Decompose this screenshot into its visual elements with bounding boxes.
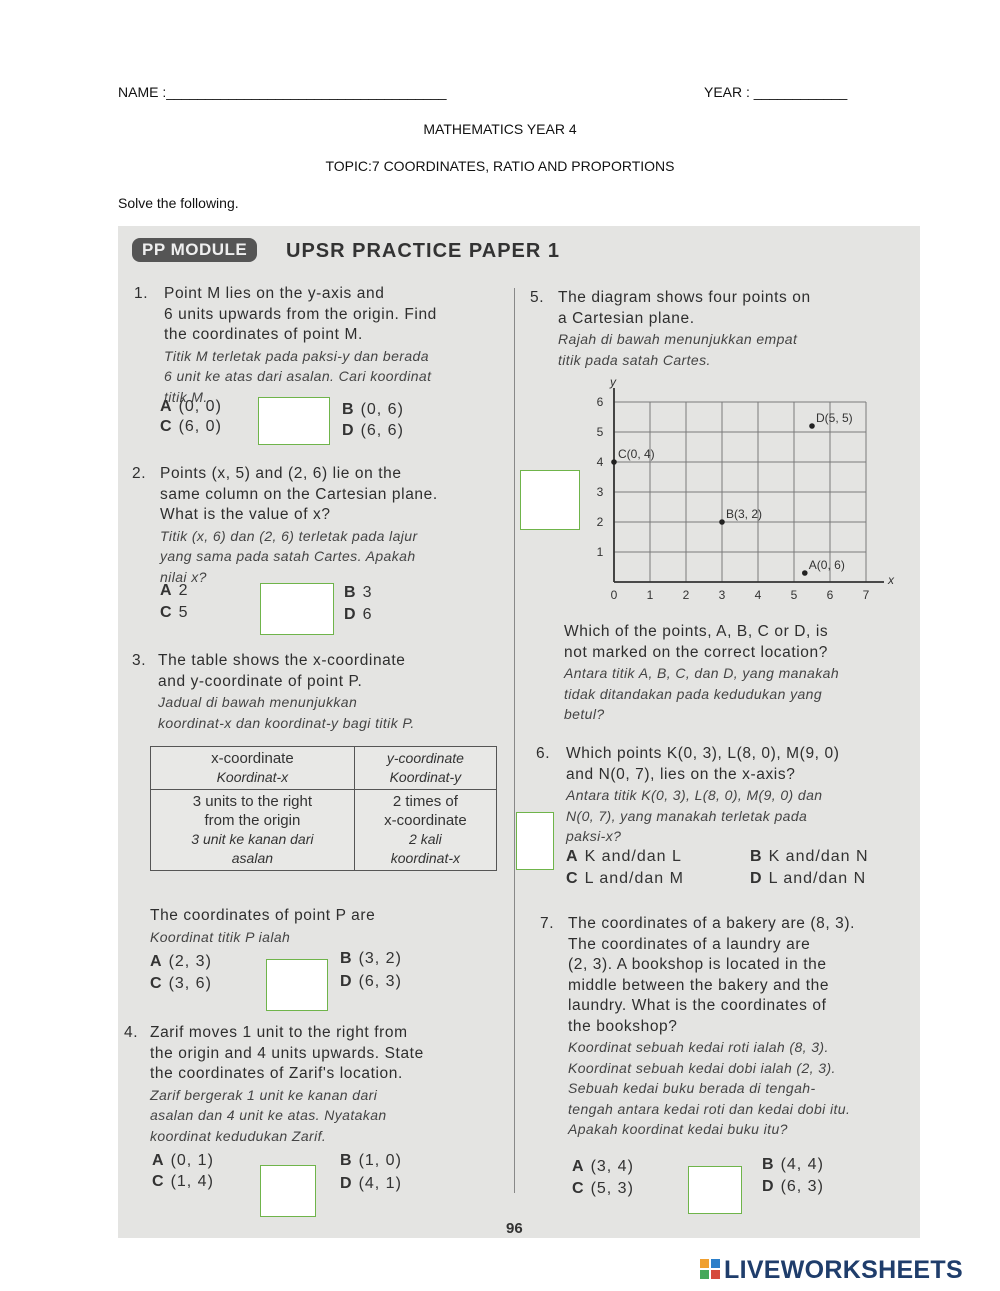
q1-text: Point M lies on the y-axis and 6 units upwards from the origin. Find the coordinates of point M. Titik M terletak pada paksi-y dan berada 6 unit ke atas dari asalan. Cari koordinat titik M. (164, 285, 437, 405)
q4-text: Zarif moves 1 unit to the right from the origin and 4 units upwards. State the coordinates of Zarif's location. Zarif bergerak 1 unit ke kanan dari asalan dan 4 unit ke atas. Nyatakan koordinat kedudukan Zarif. (150, 1024, 424, 1144)
x-tick-label-2: 2 (682, 588, 690, 602)
q3-option-c: C (3, 6) (150, 975, 212, 992)
chart-points (611, 411, 852, 576)
q3-cell-x: 3 units to the right from the origin 3 unit ke kanan dari asalan (151, 790, 355, 871)
q3-option-b: B (3, 2) (340, 950, 402, 967)
name-field-label: NAME :____________________________________ (118, 84, 447, 100)
y-tick-label-6: 6 (596, 395, 604, 409)
q6-number: 6. (536, 745, 551, 762)
cartesian-plane-chart (580, 374, 894, 604)
q3-number: 3. (132, 652, 147, 669)
page-number: 96 (506, 1220, 523, 1237)
liveworksheets-logo (700, 1257, 963, 1283)
q1-option-a: A (0, 0) (160, 398, 222, 415)
q1-number: 1. (134, 285, 149, 302)
worksheet-title: MATHEMATICS YEAR 4 (423, 121, 577, 137)
q6-option-b: B K and/dan N (750, 848, 869, 865)
q3-after-text: The coordinates of point P are Koordinat titik P ialah (150, 907, 376, 945)
liveworksheets-brand: LIVEWORKSHEETS (724, 1255, 963, 1284)
q1-option-c: C (6, 0) (160, 418, 222, 435)
paper-title: UPSR PRACTICE PAPER 1 (286, 240, 561, 262)
q2-answer-box[interactable] (260, 583, 334, 635)
q7-number: 7. (540, 915, 555, 932)
x-tick-label-5: 5 (790, 588, 798, 602)
y-tick-label-1: 1 (596, 545, 604, 559)
y-tick-label-3: 3 (596, 485, 604, 499)
q4-option-d: D (4, 1) (340, 1175, 402, 1192)
point-d-marker (809, 423, 815, 429)
y-tick-label-2: 2 (596, 515, 604, 529)
instruction-text: Solve the following. (118, 195, 239, 211)
scanned-page (118, 226, 920, 1238)
q2-option-b: B 3 (344, 584, 373, 601)
q3-answer-box[interactable] (266, 959, 328, 1011)
q3-option-d: D (6, 3) (340, 973, 402, 990)
q7-answer-box[interactable] (688, 1166, 742, 1214)
chart-grid (614, 402, 866, 582)
q6-option-a: A K and/dan L (566, 848, 682, 865)
x-tick-label-6: 6 (826, 588, 834, 602)
q3-header-x: x-coordinate Koordinat-x (151, 747, 355, 790)
x-tick-label-7: 7 (862, 588, 870, 602)
q2-number: 2. (132, 465, 147, 482)
q1-answer-box[interactable] (258, 397, 330, 445)
q5-text: The diagram shows four points on a Cartesian plane. Rajah di bawah menunjukkan empat titik pada satah Cartes. (558, 289, 811, 368)
q5-number: 5. (530, 289, 545, 306)
q4-number: 4. (124, 1024, 139, 1041)
q7-option-b: B (4, 4) (762, 1156, 824, 1173)
q7-option-a: A (3, 4) (572, 1158, 634, 1175)
x-tick-label-0: 0 (610, 588, 618, 602)
q1-option-b: B (0, 6) (342, 401, 404, 418)
y-tick-label-5: 5 (596, 425, 604, 439)
x-axis-label: x (888, 573, 894, 587)
point-d-label: D(5, 5) (816, 411, 853, 425)
point-c-marker (611, 459, 617, 465)
y-tick-label-4: 4 (596, 455, 604, 469)
q6-text: Which points K(0, 3), L(8, 0), M(9, 0) and N(0, 7), lies on the x-axis? Antara titik K(0, 3), L(8, 0), M(9, 0) dan N(0, 7), yang manakah terletak pada paksi-x? (566, 745, 840, 844)
q2-option-d: D 6 (344, 606, 373, 623)
year-field-label: YEAR : ____________ (704, 84, 848, 100)
pp-module-badge: PP MODULE (132, 238, 257, 262)
y-axis-label: y (610, 375, 616, 389)
q5-answer-box[interactable] (520, 470, 580, 530)
chart-axes (609, 375, 895, 587)
q4-option-c: C (1, 4) (152, 1173, 214, 1190)
x-tick-label-1: 1 (646, 588, 654, 602)
q6-option-d: D L and/dan N (750, 870, 867, 887)
x-tick-label-4: 4 (754, 588, 762, 602)
q7-option-c: C (5, 3) (572, 1180, 634, 1197)
x-tick-label-3: 3 (718, 588, 726, 602)
q4-answer-box[interactable] (260, 1165, 316, 1217)
q2-option-c: C 5 (160, 604, 189, 621)
q6-option-c: C L and/dan M (566, 870, 684, 887)
q6-answer-box[interactable] (516, 812, 554, 870)
point-c-label: C(0, 4) (618, 447, 655, 461)
q4-option-a: A (0, 1) (152, 1152, 214, 1169)
point-b-marker (719, 519, 725, 525)
point-b-label: B(3, 2) (726, 507, 763, 521)
point-a-marker (802, 570, 808, 576)
q3-option-a: A (2, 3) (150, 953, 212, 970)
q5-after-text: Which of the points, A, B, C or D, is not marked on the correct location? Antara titik A, B, C, dan D, yang manakah tidak ditandakan pada kedudukan yang betul? (564, 623, 840, 722)
q3-cell-y: 2 times of x-coordinate 2 kali koordinat-x (354, 790, 496, 871)
q2-option-a: A 2 (160, 582, 189, 599)
q7-text: The coordinates of a bakery are (8, 3). The coordinates of a laundry are (2, 3). A bookshop is located in the middle between the bakery and the laundry. What is the coordinates of the bookshop? Koordinat sebuah kedai roti ialah (8, 3). Koordinat sebuah kedai dobi ialah (2, 3). Sebuah kedai buku berada di tengah- tengah antara kedai roti dan kedai dobi itu. Apakah koordinat kedai buku itu? (568, 915, 856, 1137)
q3-coordinate-table (150, 746, 497, 871)
q1-option-d: D (6, 6) (342, 422, 404, 439)
q3-text: The table shows the x-coordinate and y-coordinate of point P. Jadual di bawah menunjukkan koordinat-x dan koordinat-y bagi titik P. (158, 652, 415, 731)
column-divider (514, 288, 515, 1193)
worksheet-topic: TOPIC:7 COORDINATES, RATIO AND PROPORTIONS (325, 158, 675, 174)
q2-text: Points (x, 5) and (2, 6) lie on the same column on the Cartesian plane. What is the value of x? Titik (x, 6) dan (2, 6) terletak pada lajur yang sama pada satah Cartes. Apakah nilai x? (160, 465, 438, 585)
q3-header-y: y-coordinate Koordinat-y (354, 747, 496, 790)
point-a-label: A(0, 6) (808, 558, 845, 572)
q4-option-b: B (1, 0) (340, 1152, 402, 1169)
liveworksheets-mark-icon (700, 1259, 720, 1281)
q7-option-d: D (6, 3) (762, 1178, 824, 1195)
